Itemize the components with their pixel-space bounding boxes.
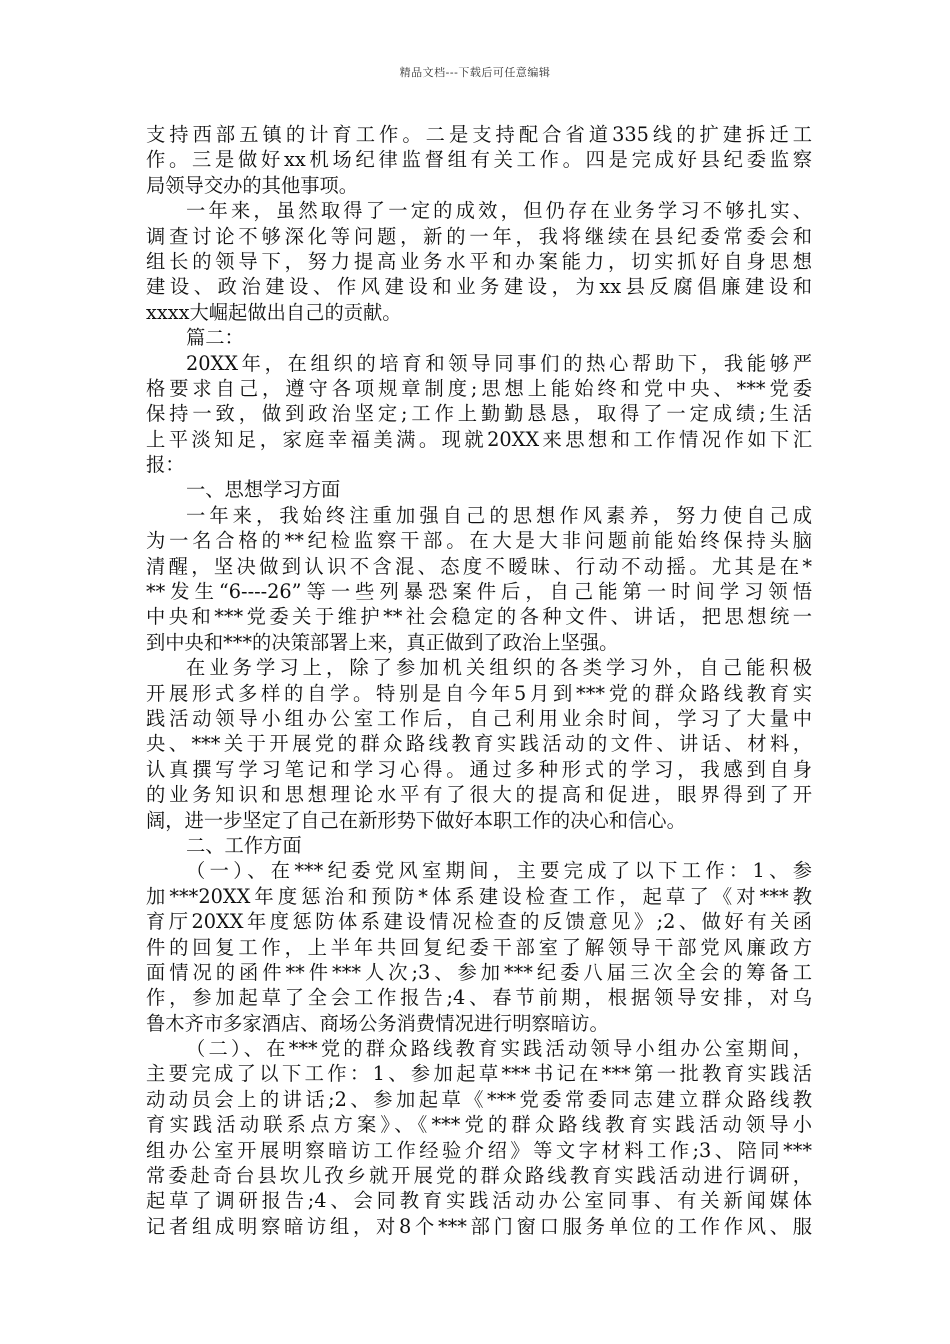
- text-line: 到中央和***的决策部署上来，真正做到了政治上坚强。: [146, 630, 619, 654]
- text-line: 保持一致，做到政治坚定;工作上勤勤恳恳，取得了一定成绩;生活: [146, 402, 812, 426]
- text-line: 报：: [146, 453, 185, 477]
- text-line: 格要求自己，遵守各项规章制度;思想上能始终和党中央、***党委: [146, 376, 812, 400]
- document-body: [146, 122, 812, 1239]
- text-line: 常委赴奇台县坎儿孜乡就开展党的群众路线教育实践活动进行调研，: [146, 1164, 812, 1188]
- text-line: 一年来，我始终注重加强自己的思想作风素养，努力使自己成: [186, 503, 812, 527]
- text-line: 一、思想学习方面: [186, 478, 341, 502]
- text-line: 20XX年，在组织的培育和领导同事们的热心帮助下，我能够严: [186, 351, 812, 375]
- text-line: 中央和***党委关于维护**社会稳定的各种文件、讲话，把思想统一: [146, 605, 812, 629]
- text-line: 央、***关于开展党的群众路线教育实践活动的文件、讲话、材料，: [146, 732, 812, 756]
- text-line: 记者组成明察暗访组，对8个***部门窗口服务单位的工作作风、服: [146, 1214, 812, 1238]
- text-line: 支持西部五镇的计育工作。二是支持配合省道335线的扩建拆迁工: [146, 123, 812, 146]
- text-line: 面情况的函件**件***人次;3、参加***纪委八届三次全会的筹备工: [146, 960, 812, 984]
- text-line: 加***20XX年度惩治和预防*体系建设检查工作，起草了《对***教: [146, 884, 812, 908]
- text-line: 局领导交办的其他事项。: [146, 173, 359, 197]
- text-line: 阔，进一步坚定了自己在新形势下做好本职工作的决心和信心。: [146, 808, 686, 832]
- text-line: **发生“6----26”等一些列暴恐案件后，自己能第一时间学习领悟: [146, 580, 812, 604]
- text-line: 在业务学习上，除了参加机关组织的各类学习外，自己能积极: [186, 656, 812, 680]
- text-line: 调查讨论不够深化等问题，新的一年，我将继续在县纪委常委会和: [146, 224, 812, 248]
- text-line: 的业务知识和思想理论水平有了很大的提高和促进，眼界得到了开: [146, 783, 812, 807]
- text-line: 一年来，虽然取得了一定的成效，但仍存在业务学习不够扎实、: [186, 199, 812, 223]
- page-header: 精品文档---下载后可任意编辑: [399, 66, 551, 79]
- text-line: 清醒，坚决做到认识不含混、态度不暧昧、行动不动摇。尤其是在*: [146, 554, 812, 578]
- text-line: 上平淡知足，家庭幸福美满。现就20XX来思想和工作情况作如下汇: [146, 427, 812, 451]
- text-line: xxxx大崛起做出自己的贡献。: [146, 300, 402, 324]
- text-line: 起草了调研报告;4、会同教育实践活动办公室同事、有关新闻媒体: [146, 1189, 812, 1213]
- text-line: 育厅20XX年度惩防体系建设情况检查的反馈意见》;2、做好有关函: [146, 910, 812, 934]
- text-line: （二）、在***党的群众路线教育实践活动领导小组办公室期间，: [186, 1037, 812, 1061]
- text-line: （一）、在***纪委党风室期间，主要完成了以下工作：1、参: [186, 859, 812, 883]
- text-line: 件的回复工作，上半年共回复纪委干部室了解领导干部党风廉政方: [146, 935, 812, 959]
- text-line: 动动员会上的讲话;2、参加起草《***党委常委同志建立群众路线教: [146, 1087, 812, 1111]
- text-line: 组长的领导下，努力提高业务水平和办案能力，切实抓好自身思想: [146, 249, 812, 273]
- text-line: 篇二：: [186, 326, 244, 350]
- text-line: 开展形式多样的自学。特别是自今年5月到***党的群众路线教育实: [146, 681, 812, 705]
- text-line: 组办公室开展明察暗访工作经验介绍》等文字材料工作;3、陪同***: [146, 1138, 812, 1162]
- text-line: 践活动领导小组办公室工作后，自己利用业余时间，学习了大量中: [146, 706, 812, 730]
- text-line: 作，参加起草了全会工作报告;4、春节前期，根据领导安排，对乌: [146, 986, 812, 1010]
- text-line: 建设、政治建设、作风建设和业务建设，为xx县反腐倡廉建设和: [146, 275, 812, 299]
- text-line: 认真撰写学习笔记和学习心得。通过多种形式的学习，我感到自身: [146, 757, 812, 781]
- text-line: 鲁木齐市多家酒店、商场公务消费情况进行明察暗访。: [146, 1011, 609, 1035]
- text-line: 育实践活动联系点方案》、《***党的群众路线教育实践活动领导小: [146, 1113, 812, 1137]
- text-line: 作。三是做好xx机场纪律监督组有关工作。四是完成好县纪委监察: [146, 148, 812, 172]
- text-line: 为一名合格的**纪检监察干部。在大是大非问题前能始终保持头脑: [146, 529, 812, 553]
- text-line: 二、工作方面: [186, 833, 302, 857]
- text-line: 主要完成了以下工作：1、参加起草***书记在***第一批教育实践活: [146, 1062, 812, 1086]
